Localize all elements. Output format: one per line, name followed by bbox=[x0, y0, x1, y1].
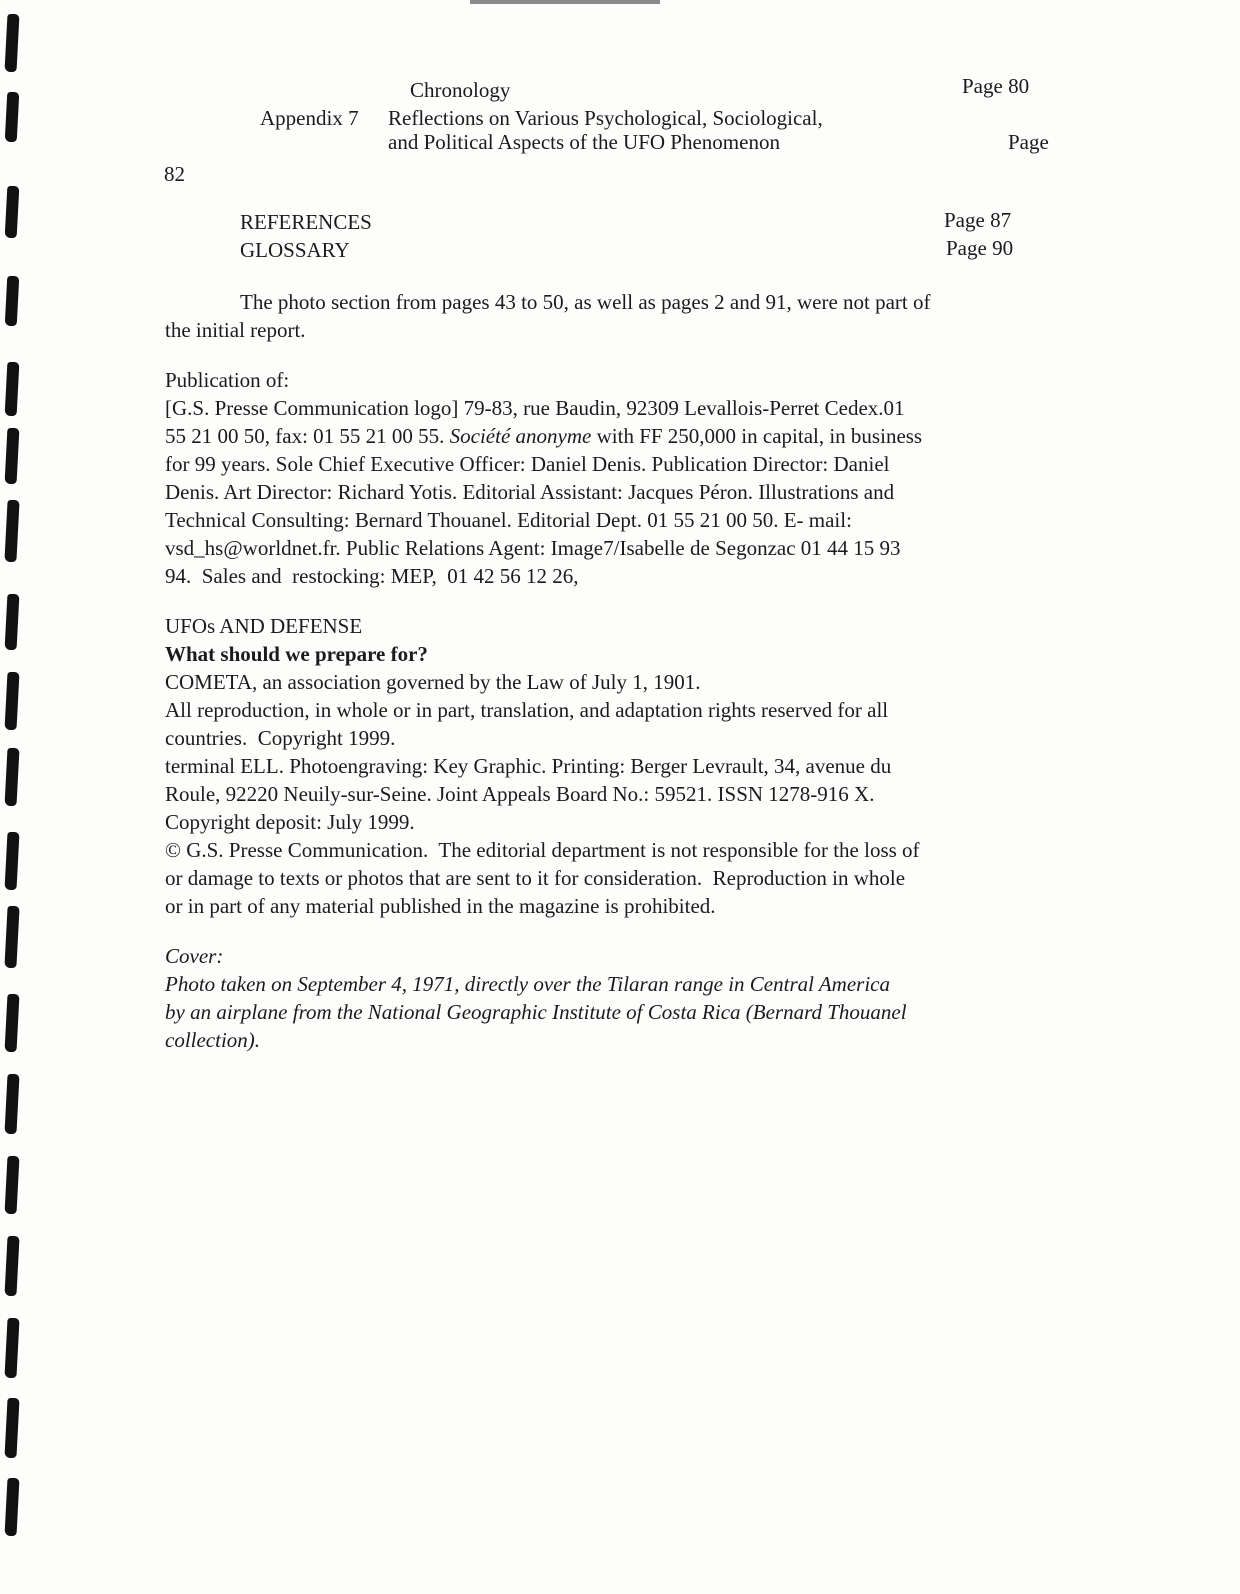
publication-line: [G.S. Presse Communication logo] 79-83, rue Baudin, 92309 Levallois-Perret Cedex.01 bbox=[165, 396, 905, 420]
cover-label: Cover: bbox=[165, 944, 224, 968]
societe-anonyme-phrase: Société anonyme bbox=[449, 424, 592, 448]
publication-line: Denis. Art Director: Richard Yotis. Editorial Assistant: Jacques Péron. Illustrations and bbox=[165, 480, 895, 504]
binding-mark bbox=[5, 92, 20, 142]
toc-chronology-label: Chronology bbox=[410, 78, 511, 102]
binding-mark bbox=[4, 832, 19, 890]
defense-subtitle: What should we prepare for? bbox=[165, 642, 428, 666]
defense-line: Copyright deposit: July 1999. bbox=[165, 810, 415, 834]
toc-appendix-title-line1: Reflections on Various Psychological, Sociological, bbox=[388, 106, 823, 130]
photo-note-line1: The photo section from pages 43 to 50, as well as pages 2 and 91, were not part of bbox=[240, 290, 931, 314]
publication-line: for 99 years. Sole Chief Executive Officer: Daniel Denis. Publication Director: Daniel bbox=[165, 452, 890, 476]
publication-line-end: with FF 250,000 in capital, in business bbox=[591, 424, 923, 448]
defense-line: countries. Copyright 1999. bbox=[165, 726, 396, 750]
defense-line: COMETA, an association governed by the Law of July 1, 1901. bbox=[165, 670, 701, 694]
defense-line: or damage to texts or photos that are sent to it for consideration. Reproduction in whole bbox=[165, 866, 906, 890]
toc-appendix-label: Appendix 7 bbox=[260, 106, 359, 130]
photo-note-line2: the initial report. bbox=[165, 318, 306, 342]
binding-mark bbox=[4, 906, 19, 968]
binding-mark bbox=[4, 1236, 19, 1296]
binding-mark bbox=[4, 1156, 19, 1214]
binding-mark bbox=[4, 1398, 19, 1458]
binding-mark bbox=[4, 1318, 19, 1378]
binding-mark bbox=[5, 594, 20, 650]
publication-line: 94. Sales and restocking: MEP, 01 42 56 12 26, bbox=[165, 564, 579, 588]
defense-line: terminal ELL. Photoengraving: Key Graphic. Printing: Berger Levrault, 34, avenue du bbox=[165, 754, 892, 778]
scan-edge-line bbox=[470, 0, 660, 4]
cover-caption-line: Photo taken on September 4, 1971, directly over the Tilaran range in Central America bbox=[165, 972, 890, 996]
binding-mark bbox=[4, 14, 19, 72]
toc-glossary-page: Page 90 bbox=[946, 236, 1014, 260]
publication-line: vsd_hs@worldnet.fr. Public Relations Agent: Image7/Isabelle de Segonzac 01 44 15 93 bbox=[165, 536, 901, 560]
toc-appendix-page-number: 82 bbox=[164, 162, 185, 186]
defense-line: All reproduction, in whole or in part, translation, and adaptation rights reserved for all bbox=[165, 698, 889, 722]
binding-mark bbox=[5, 362, 20, 416]
binding-mark bbox=[5, 186, 20, 238]
binding-mark bbox=[4, 748, 19, 806]
toc-appendix-title-line2: and Political Aspects of the UFO Phenomenon bbox=[388, 130, 780, 154]
publication-heading: Publication of: bbox=[165, 368, 290, 392]
toc-appendix-page-word: Page bbox=[1008, 130, 1049, 154]
toc-chronology-page: Page 80 bbox=[962, 74, 1030, 98]
binding-mark bbox=[4, 672, 19, 730]
binding-mark bbox=[4, 1478, 19, 1536]
binding-mark bbox=[5, 428, 20, 484]
publication-line-start: 55 21 00 50, fax: 01 55 21 00 55. bbox=[165, 424, 445, 448]
cover-caption-line: collection). bbox=[165, 1028, 261, 1052]
publication-line bbox=[165, 422, 922, 450]
binding-mark bbox=[4, 1074, 19, 1134]
toc-references-page: Page 87 bbox=[944, 208, 1012, 232]
defense-line: © G.S. Presse Communication. The editorial department is not responsible for the loss of bbox=[165, 838, 920, 862]
publication-line: Technical Consulting: Bernard Thouanel. Editorial Dept. 01 55 21 00 50. E- mail: bbox=[165, 508, 852, 532]
cover-caption-line: by an airplane from the National Geographic Institute of Costa Rica (Bernard Thouanel bbox=[165, 1000, 907, 1024]
binding-mark bbox=[4, 994, 19, 1052]
binding-holes bbox=[0, 0, 40, 1594]
toc-references-label: REFERENCES bbox=[240, 210, 372, 234]
defense-line: Roule, 92220 Neuily-sur-Seine. Joint Appeals Board No.: 59521. ISSN 1278-916 X. bbox=[165, 782, 875, 806]
defense-title: UFOs AND DEFENSE bbox=[165, 614, 363, 638]
toc-glossary-label: GLOSSARY bbox=[240, 238, 350, 262]
binding-mark bbox=[5, 276, 20, 326]
defense-line: or in part of any material published in the magazine is prohibited. bbox=[165, 894, 716, 918]
binding-mark bbox=[4, 500, 19, 562]
